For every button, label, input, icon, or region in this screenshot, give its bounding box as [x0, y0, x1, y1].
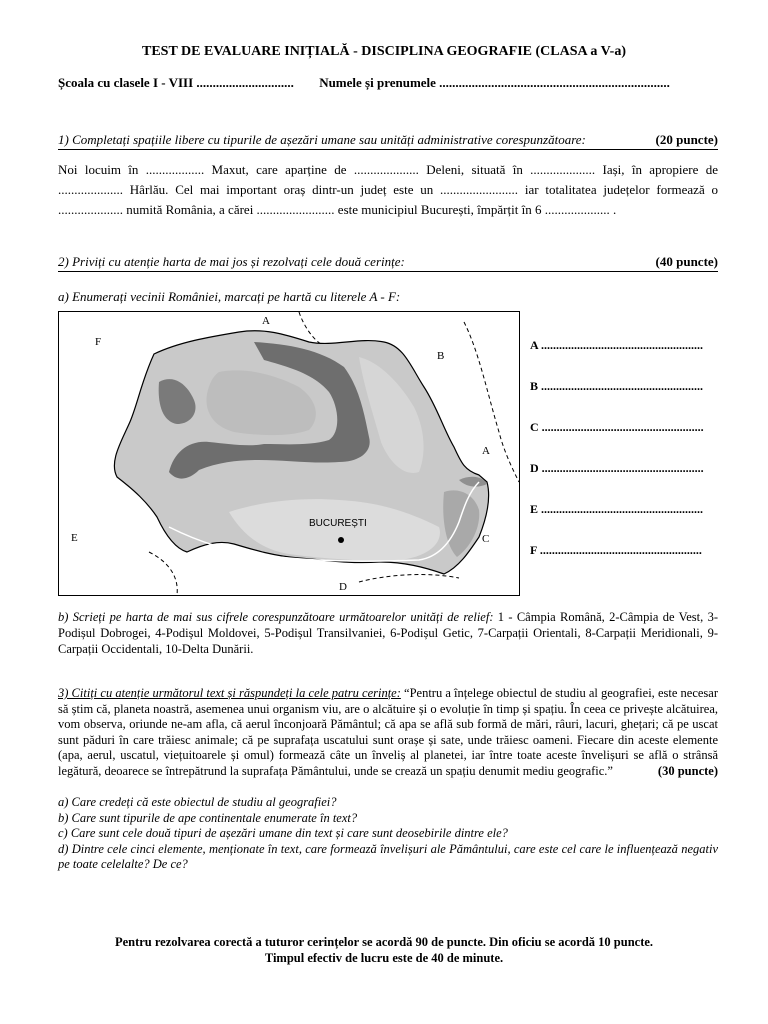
q3-body [58, 686, 718, 779]
q1-points: (20 puncte) [655, 132, 718, 147]
border-line [299, 312, 321, 344]
answer-f[interactable]: F ...................................................... [530, 543, 702, 557]
name-field[interactable]: Numele și prenumele ....................................................................... [319, 75, 670, 90]
neighbours-answer-list [530, 338, 720, 584]
page-title: TEST DE EVALUARE INIȚIALĂ - DISCIPLINA GEOGRAFIE (CLASA a V-a) [141, 44, 626, 59]
footer [0, 934, 768, 966]
q1-text[interactable]: Noi locuim în .................. Maxut, care aparține de .................... Deleni, situată în .................... Iași, în apropiere de .................... Hârlău. Cel mai important oraș dintr-un județ este un ........................ iar totalitatea județelor formează o .................... numită România, a cărei ........................ este municipiul București, împărțit în 6 .................... . [58, 162, 718, 217]
q2-part-b-label: b) Scrieți pe harta de mai sus cifrele corespunzătoare următoarelor unități de relief: [58, 610, 494, 624]
q2-part-a: a) Enumerați vecinii României, marcați pe hartă cu literele A - F: [58, 289, 401, 304]
answer-a[interactable]: A ...................................................... [530, 338, 704, 352]
answer-e[interactable]: E ...................................................... [530, 502, 704, 516]
q3-question-a: a) Care credeți că este obiectul de studiu al geografiei? [58, 795, 337, 809]
answer-b[interactable]: B ...................................................... [530, 379, 704, 393]
q3-prompt: 3) Citiți cu atenție următorul text și răspundeți la cele patru cerințe: [58, 686, 401, 700]
map-label-f: F [95, 336, 102, 348]
q1-prompt: 1) Completați spațiile libere cu tipurile de așezări umane sau unități administrative corespunzătoare: [58, 132, 586, 147]
q2-header [58, 254, 718, 272]
border-line [464, 322, 519, 482]
q3-text: “Pentru a înțelege obiectul de studiu al geografiei, este necesar să știm că, planeta noastră, asemenea unui organism viu, are o alcătuire și o evoluție în timp și spațiu. În ceea ce privește alcătuirea, vom observa, oriunde ne-am afla, că aerul înconjoară Pământul; că apa se află sub formă de mări, râuri, lacuri, ghețari; că pe uscat sunt păduri în care trăiesc animale; că pe suprafața uscatului sunt orașe și sate, unde trăiesc oameni. Fiecare din aceste elemente (apa, aerul, uscatul, viețuitoarele și omul) formează câte un înveliș al planetei, iar între toate aceste învelișuri se află o strânsă legătură, deoarece se întrepătrund la suprafața Pământului, unde se crează un spațiu denumit mediu geografic.” [58, 686, 718, 778]
map-label-d: D [339, 581, 347, 593]
q2-points: (40 puncte) [655, 254, 718, 269]
q3-question-c: c) Care sunt cele două tipuri de așezări umane din text și care sunt deosebirile dintre ele? [58, 826, 508, 840]
student-info-line [58, 75, 670, 91]
border-line [359, 575, 459, 582]
q3-questions [58, 795, 718, 873]
map-label-b: B [437, 350, 445, 362]
school-field[interactable]: Școala cu clasele I - VIII .............................. [58, 75, 294, 90]
q3-question-b: b) Care sunt tipurile de ape continentale enumerate în text? [58, 810, 358, 825]
q2-prompt: 2) Priviți cu atenție harta de mai jos și rezolvați cele două cerințe: [58, 254, 405, 269]
romania-map [58, 311, 520, 596]
q1-header [58, 132, 718, 150]
border-line [149, 552, 177, 595]
q2-part-b [58, 609, 718, 657]
answer-d[interactable]: D ...................................................... [530, 461, 704, 475]
map-label-c: C [482, 533, 490, 545]
q3-question-d: d) Dintre cele cinci elemente, menționate în text, care formează învelișuri ale Pământului, care este cel care le influențează negativ pe toate celelalte? De ce? [58, 841, 718, 871]
bucharest-label: BUCUREȘTI [309, 518, 367, 529]
map-label-a-right: A [482, 445, 490, 457]
map-label-e: E [71, 532, 78, 544]
answer-c[interactable]: C ...................................................... [530, 420, 704, 434]
q3-points: (30 puncte) [657, 763, 718, 778]
bucharest-marker [338, 537, 344, 543]
q2-part-b-text: 1 - Câmpia Română, 2-Câmpia de Vest, 3-Podișul Dobrogei, 4-Podișul Moldovei, 5-Podișul Transilvaniei, 6-Podișul Getic, 7-Carpații Orientali, 8-Carpații Meridionali, 9-Carpații Occidentali, 10-Delta Dunării. [58, 610, 718, 656]
romania-map-drawing [59, 312, 519, 595]
footer-scoring: Pentru rezolvarea corectă a tuturor cerințelor se acordă 90 de puncte. Din oficiu se acordă 10 puncte. [114, 935, 654, 949]
map-label-a-top: A [262, 315, 270, 327]
footer-time: Timpul efectiv de lucru este de 40 de minute. [264, 951, 504, 965]
